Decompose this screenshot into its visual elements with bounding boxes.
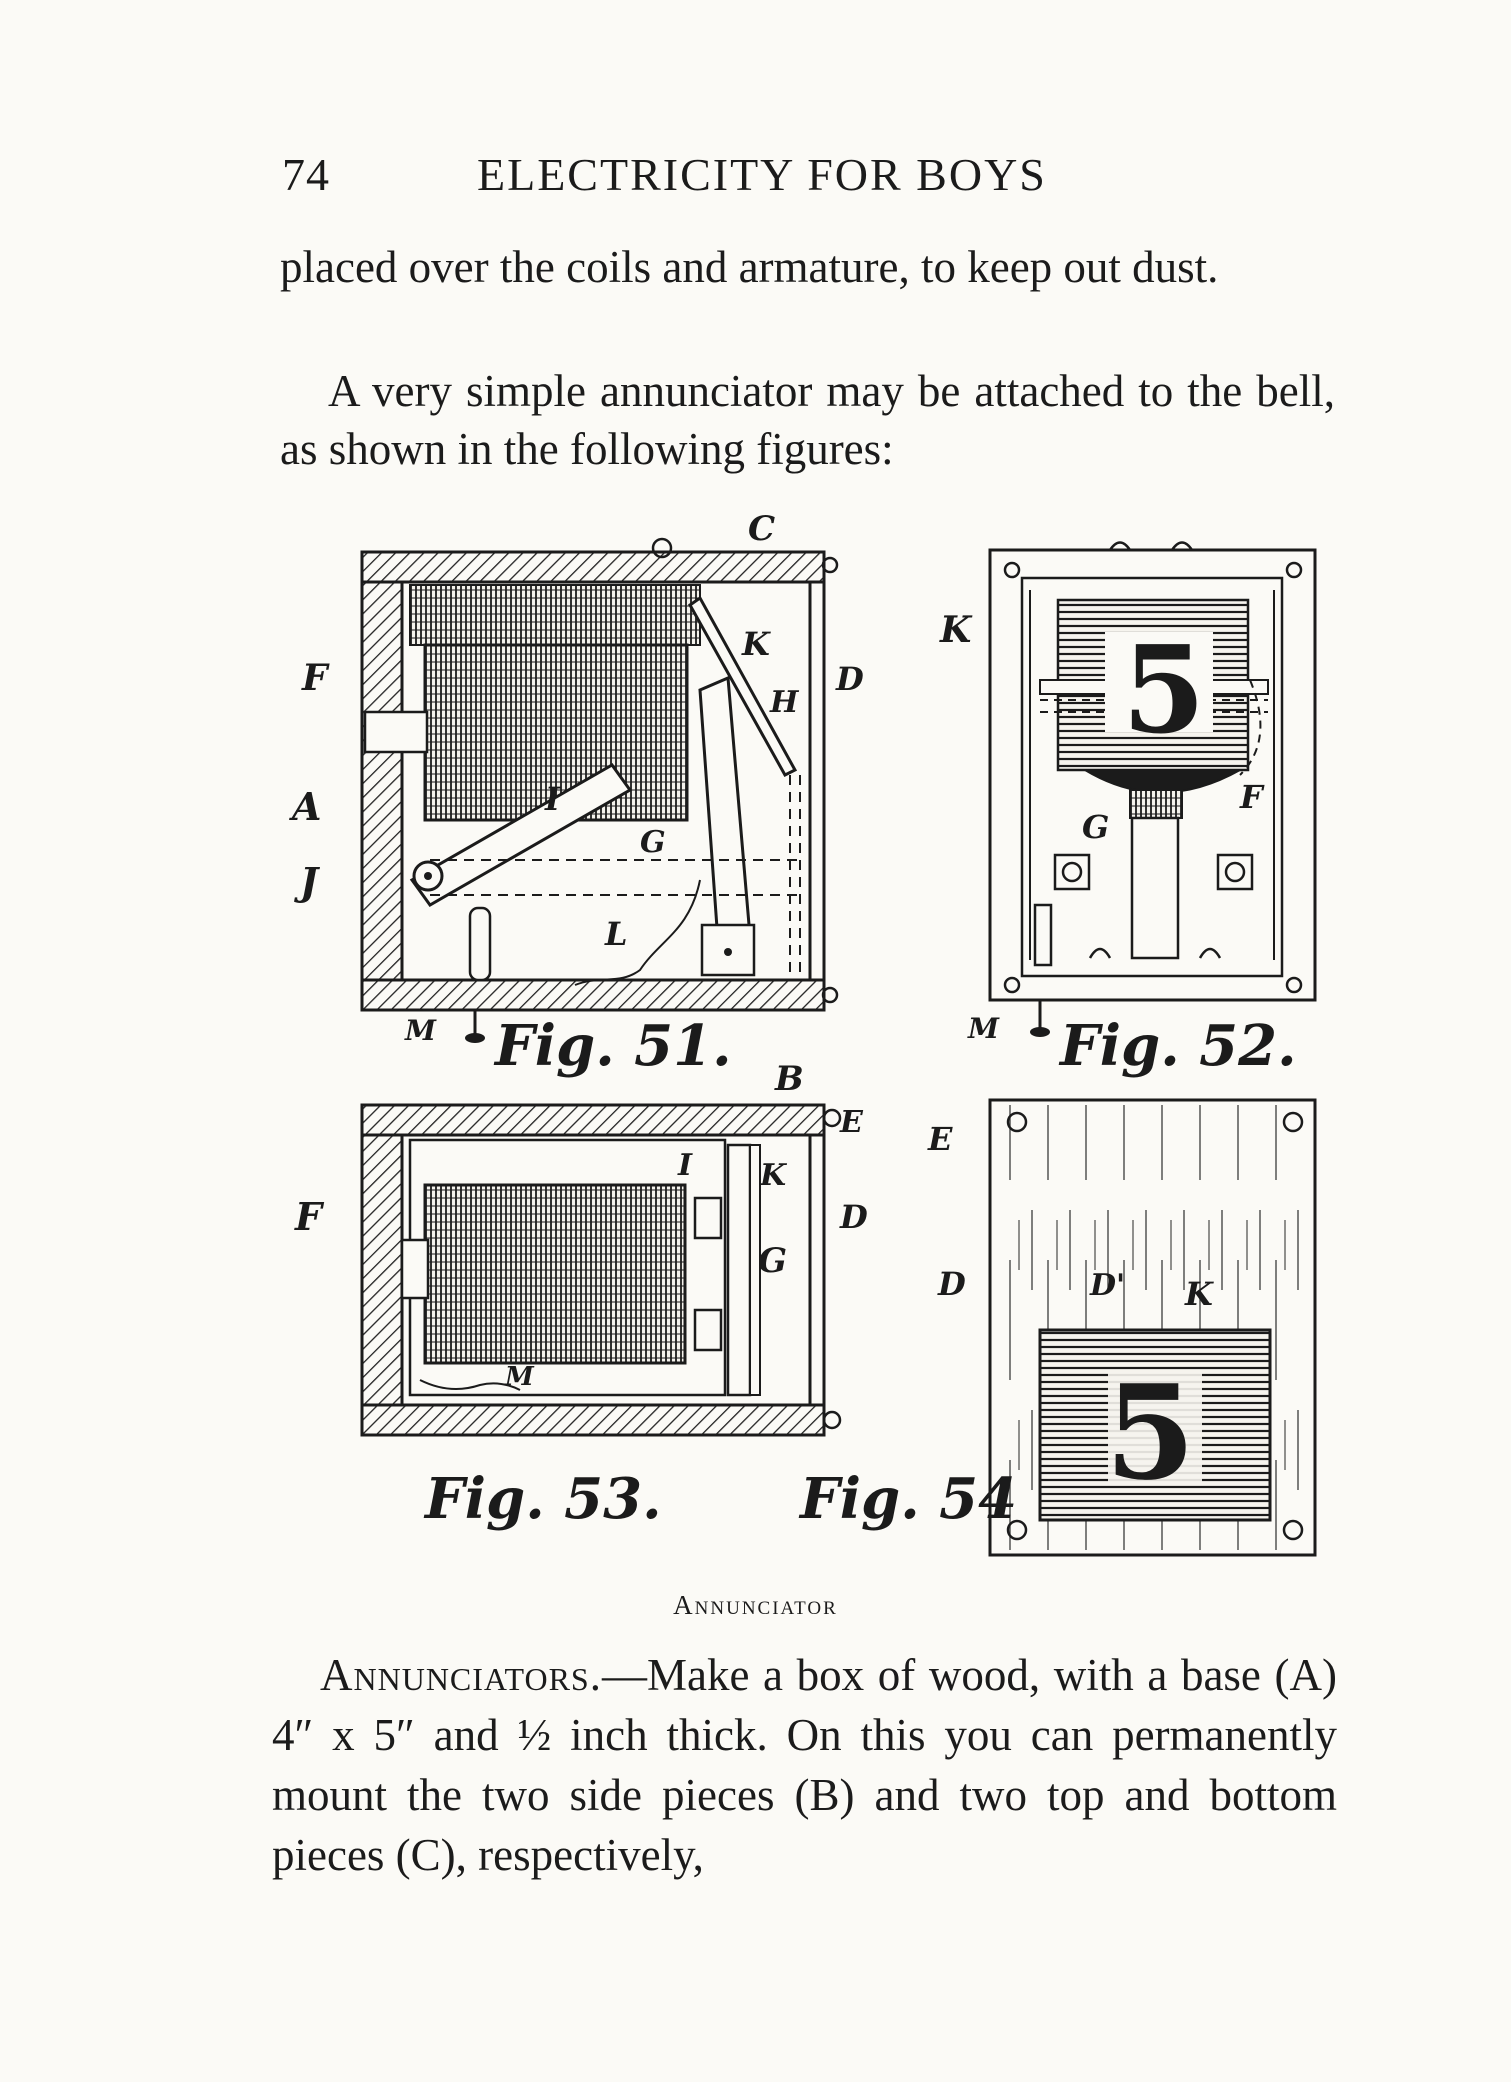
fig54-label-d-prime: D' — [1090, 1268, 1126, 1303]
fig54-label-e: E — [928, 1120, 953, 1158]
fig53-label-d: D — [840, 1198, 868, 1236]
fig51-label-j: J — [300, 859, 318, 904]
fig51-label-c: C — [748, 509, 776, 549]
intro-annunciator-paragraph: A very simple annunciator may be attached to the bell, as shown in the following figures: — [280, 366, 1335, 474]
figure-52 — [939, 543, 1315, 1080]
fig54-label-k: K — [1185, 1275, 1213, 1313]
fig51-label-d: D — [836, 660, 864, 698]
fig53-label-e: E — [840, 1105, 863, 1140]
fig54-label-d: D — [938, 1265, 966, 1303]
fig51-caption: Fig. 51. — [495, 1013, 732, 1079]
figure-54 — [798, 1100, 1315, 1555]
fig52-label-f: F — [1240, 778, 1263, 816]
fig51-label-k: K — [742, 625, 770, 663]
fig53-label-b: B — [775, 1059, 804, 1099]
fig51-label-a: A — [292, 784, 322, 829]
annunciators-text: —Make a box of wood, with a base (A) 4″ x 5″ and ½ inch thick. On this you can permanently mount the two side pieces (B) and two top and bottom pieces (C), respectively, — [272, 1650, 1337, 1880]
fig53-label-g: G — [758, 1241, 788, 1281]
fig51-label-f: F — [302, 657, 328, 699]
fig51-label-l: L — [605, 915, 628, 953]
figure-caption: Annunciator — [673, 1590, 838, 1620]
fig52-label-k: K — [940, 609, 972, 651]
intro-fragment-paragraph: placed over the coils and armature, to keep out dust. — [280, 242, 1219, 292]
fig53-label-f: F — [295, 1194, 322, 1239]
fig52-label-g: G — [1082, 808, 1110, 846]
fig51-label-h: H — [770, 685, 799, 720]
fig51-label-g: G — [640, 825, 666, 860]
fig53-label-k: K — [760, 1158, 787, 1193]
fig53-caption: Fig. 53. — [425, 1466, 662, 1532]
figure-51 — [289, 509, 864, 1079]
fig52-digit: 5 — [1122, 620, 1206, 761]
fig51-label-m: M — [405, 1014, 436, 1047]
fig53-label-m: M — [505, 1362, 534, 1392]
annunciators-paragraph — [272, 1645, 1337, 1885]
fig54-digit: 5 — [1105, 1356, 1196, 1509]
annunciators-heading: Annunciators. — [320, 1650, 602, 1700]
fig52-label-m: M — [968, 1012, 999, 1045]
fig54-caption: Fig. 54 — [800, 1466, 1018, 1532]
page-number: 74 — [282, 149, 330, 200]
fig52-caption: Fig. 52. — [1060, 1013, 1297, 1079]
running-title: ELECTRICITY FOR BOYS — [477, 149, 1047, 200]
fig51-label-i: I — [545, 780, 560, 818]
fig53-label-i: I — [678, 1148, 693, 1183]
figure-53 — [294, 1059, 868, 1532]
